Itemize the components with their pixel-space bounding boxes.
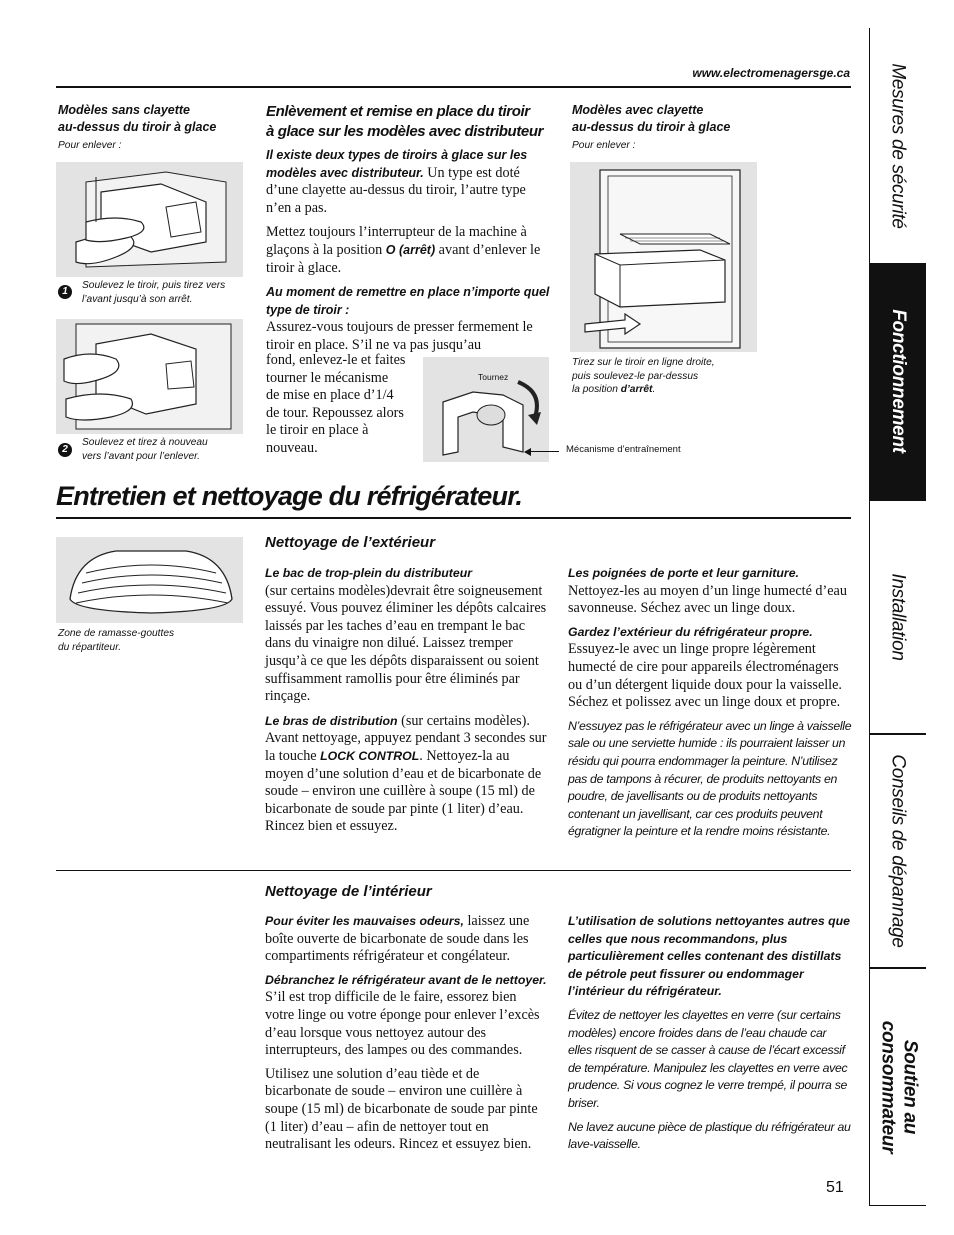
mech-pointer [527, 451, 559, 452]
col3-heading: Modèles avec clayette au-dessus du tiroir à glace [572, 103, 731, 134]
col1-heading: Modèles sans clayette au-dessus du tiroir à glace [58, 103, 217, 134]
drawer-pull-illustration [56, 319, 243, 434]
mech-label: Mécanisme d’entraînement [566, 444, 681, 455]
col1-sub: Pour enlever : [58, 140, 122, 151]
exterior-col-a: Le bac de trop-plein du distributeur (sur certains modèles)devrait être soigneusement essuyé. Vous pouvez éliminer les dépôts calcaires laissés par les taches d’eau en trempant le bac dans du vinaigre non dilué. Laissez tremper jusqu’à ce que les dépôts disparaissent ou soient suffisamment ramollis pour être éliminés par rinçage. Le bras de distribution (sur certains modèles). Avant nettoyage, appuyez pendant 3 secondes sur la touche LOCK CONTROL. Nettoyez-la au moyen d’une solution d’eau et de bicarbonate de soude – environ une cuillère à soupe (15 ml) de bicarbonate de soude par pinte (1 liter) d’eau. Rincez bien et essuyez. [265, 566, 547, 835]
website-url[interactable]: www.electromenagersge.ca [692, 66, 850, 80]
step1-number: 1 [58, 285, 72, 299]
col2-text: Il existe deux types de tiroirs à glace sur les modèles avec distributeur. Un type est doté d’une clayette au-dessus du tiroir, l’autre type n’en a pas. Mettez toujours l’interrupteur de la machine à glaçons à la position O (arrêt) avant d’enlever le tiroir à glace. Au moment de remettre en place n’importe quel type de tiroir : Assurez-vous toujours de presser fermement le tiroir en place. S’il ne va pas jusqu’au [266, 148, 550, 353]
page-title: Entretien et nettoyage du réfrigérateur. [56, 481, 523, 511]
exterior-col-b: Les poignées de porte et leur garniture. Nettoyez-les au moyen d’un linge humecté d’eau savonneuse. Séchez avec un linge doux. Gardez l’extérieur du réfrigérateur propre. Essuyez-le avec un linge propre légèrement humecté de cire pour appareils électroménagers ou d’un détergent liquide doux pour la vaisselle. Séchez et polissez avec un linge doux et propre. N’essuyez pas le réfrigérateur avec un linge à vaisselle sale ou une serviette humide : ils pourraient laisser un résidu qui pourra endommager la peinture. N’utilisez pas de tampons à récurer, de produits nettoyants en poudre, de javellisants ou de produits nettoyants contenant un javellisant, car ces produits peuvent égratigner la peinture et la rendre moins résistante. [568, 566, 852, 839]
drawer-lift-illustration [56, 162, 243, 277]
col3-sub: Pour enlever : [572, 140, 636, 151]
shelf-drawer-illustration [570, 162, 757, 352]
interior-col-b: L’utilisation de solutions nettoyantes autres que celles que nous recommandons, plus particulièrement celles contenant des distillats de pétrole peut fissurer ou endommager l’intérieur du réfrigérateur. Évitez de nettoyer les clayettes en verre (sur certains modèles) encore froides dans de l’eau chaude car elles risquent de se casser à cause de l’écart excessif de température. Manipulez les clayettes en verre avec prudence. Si vous cognez le verre trempé, il pourra se briser. Ne lavez aucune pièce de plastique du réfrigérateur au lave-vaisselle. [568, 914, 851, 1152]
section-rule [56, 870, 851, 871]
mech-pointer-arrow-icon [524, 448, 531, 456]
drip-tray-caption: Zone de ramasse-gouttes du répartiteur. [58, 628, 175, 653]
tab-mesures-securite[interactable]: Mesures de sécurité [888, 63, 909, 229]
tab-soutien-consommateur[interactable]: Soutien au consommateur [877, 1020, 921, 1154]
interior-col-a: Pour éviter les mauvaises odeurs, laissez une boîte ouverte de bicarbonate de soude dans les compartiments réfrigérateur et congélateur. Débranchez le réfrigérateur avant de le nettoyer. S’il est trop difficile de le faire, essorez bien votre linge ou votre éponge pour enlever l’excès d’eau lorsque vous nettoyez autour des interrupteurs, des lampes ou des commandes. Utilisez une solution d’eau tiède et de bicarbonate de soude – environ une cuillère à soupe (15 ml) de bicarbonate de soude par pinte (1 liter) d’eau – afin de nettoyer tout en neutralisant les odeurs. Rincez et essuyez bien. [265, 913, 547, 1153]
col2-text-wrap: fond, enlevez-le et faites tourner le mécanisme de mise en place d’1/4 de tour. Repoussez alors le tiroir en place à nouveau. [266, 352, 406, 456]
step1-caption: Soulevez le tiroir, puis tirez vers l’avant jusqu’à son arrêt. [82, 280, 226, 305]
tab-fonctionnement[interactable]: Fonctionnement [870, 263, 926, 499]
tab-conseils-depannage[interactable]: Conseils de dépannage [888, 754, 910, 948]
page-number: 51 [826, 1179, 844, 1196]
interior-title: Nettoyage de l’intérieur [265, 883, 432, 900]
col3-caption: Tirez sur le tiroir en ligne droite, puis soulevez-le par-dessus la position d’arrêt. [572, 357, 715, 395]
step2-caption: Soulevez et tirez à nouveau vers l’avant pour l’enlever. [82, 437, 208, 462]
turn-label: Tournez [478, 372, 509, 382]
tab-installation[interactable]: Installation [888, 573, 909, 661]
col2-heading: Enlèvement et remise en place du tiroir à glace sur les modèles avec distributeur [266, 103, 544, 140]
exterior-title: Nettoyage de l’extérieur [265, 534, 436, 551]
drip-tray-illustration [56, 537, 243, 623]
step2-number: 2 [58, 443, 72, 457]
header-rule [56, 86, 851, 88]
title-rule [56, 517, 851, 519]
